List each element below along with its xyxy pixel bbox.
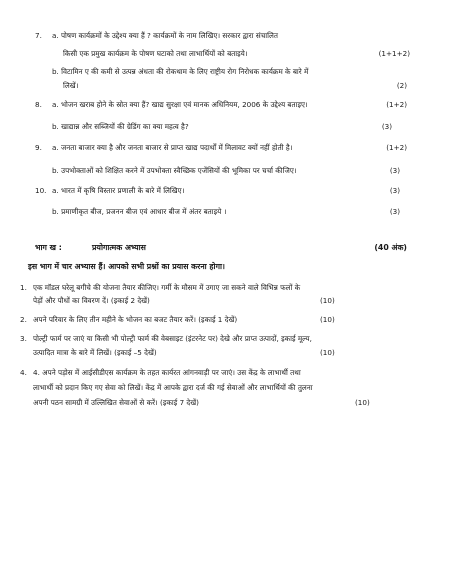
marks: (1+2) [386,143,407,152]
question-part-a: a. जनता बाजार क्या है और जनता बाजार से प्राप्त खाद्य पदार्थों में मिलावट क्यों नहीं होती है। [52,143,293,152]
practical-number: 4. [20,368,27,377]
practical-line: लाभार्थी को प्रदान किए गए सेवा को लिखें। केंद्र में आपके द्वारा दर्ज की गई सेवाओं और लाभार्थियों की तुलना [33,383,313,392]
question-part-a: a. भोजन खराब होने के स्रोत क्या हैं? खाद्य सुरक्षा एवं मानक अधिनियम, 2006 के उद्देश्य बताइए। [52,100,308,109]
question-part-b: b. प्रमाणीकृत बीज, प्रजनन बीज एवं आधार बीज में अंतर बताइये । [52,207,227,216]
marks: (10) [320,296,335,305]
practical-number: 1. [20,283,27,292]
practical-line: अपने परिवार के लिए तीन महीने के भोजन का बजट तैयार करें। (इकाई 1 देखें) [33,315,238,324]
question-part-a-continued: किसी एक प्रमुख कार्यक्रम के पोषण घटाको तथा लाभार्थियों को बताइये। [63,49,248,58]
practical-line: एक मॉडल घरेलू बगीचे की योजना तैयार कीजिए। गर्मी के मौसम में उगाए जा सकने वाले विभिन्न फलों के [33,283,301,292]
question-part-b-continued: लिखें। [63,81,79,90]
practical-line: अपनी पठन सामग्री में उल्लिखित सेवाओं से करें। (इकाई 7 देखें) [33,398,199,407]
question-part-b: b. खाद्यान्न और सब्जियों की ग्रेडिंग का क्या महत्व है? [52,122,189,131]
practical-line: उत्पादित मात्रा के बारे में लिखें। (इकाई –5 देखें) [33,348,157,357]
practical-line: पेड़ों और पौधों का विवरण दें। (इकाई 2 देखें) [33,296,150,305]
marks: (2) [396,81,407,90]
section-marks: (40 अंक) [374,243,407,252]
marks: (10) [320,315,335,324]
practical-line: पोल्ट्री फार्म पर जाएं या किसी भी पोल्ट्री फार्म की वेबसाइट (इंटरनेट पर) देखे और प्राप्त उत्पादों, इकाई मूल्य, [33,334,312,343]
marks: (3) [389,207,400,216]
practical-number: 2. [20,315,27,324]
question-part-a: a. भारत में कृषि विस्तार प्रणाली के बारे में लिखिए। [52,186,185,195]
marks: (3) [389,166,400,175]
question-part-a: a. पोषण कार्यक्रमों के उद्देश्य क्या हैं ? कार्यक्रमों के नाम लिखिए। सरकार द्वारा संचालित [52,31,278,40]
marks: (10) [355,398,370,407]
question-number: 8. [35,100,42,109]
section-label: भाग ख : [35,243,62,252]
marks: (1+1+2) [378,49,410,58]
question-part-b: b. उपभोक्ताओं को शिक्षित करने में उपभोक्ता स्वैच्छिक एजेंसियों की भूमिका पर चर्चा कीजिए। [52,166,297,175]
section-instruction: इस भाग में चार अभ्यास हैं। आपको सभी प्रश्नों का प्रयास करना होगा। [28,262,225,271]
marks: (1+2) [386,100,407,109]
question-part-b: b. विटामिन ए की कमी से उत्पन्न अंधता की रोकथाम के लिए राष्ट्रीय रोग निरोधक कार्यक्रम के बारे में [52,67,309,76]
practical-number: 3. [20,334,27,343]
marks: (3) [389,186,400,195]
marks: (10) [320,348,335,357]
question-number: 7. [35,31,42,40]
question-number: 9. [35,143,42,152]
marks: (3) [381,122,392,131]
practical-line: 4. अपने पड़ोस में आईसीडीएस कार्यक्रम के तहत कार्यरत आंगनवाड़ी पर जाएं। उस केंद्र के लाभार्थी तथा [33,368,301,377]
question-number: 10. [35,186,47,195]
section-title: प्रयोगात्मक अभ्यास [92,243,146,252]
